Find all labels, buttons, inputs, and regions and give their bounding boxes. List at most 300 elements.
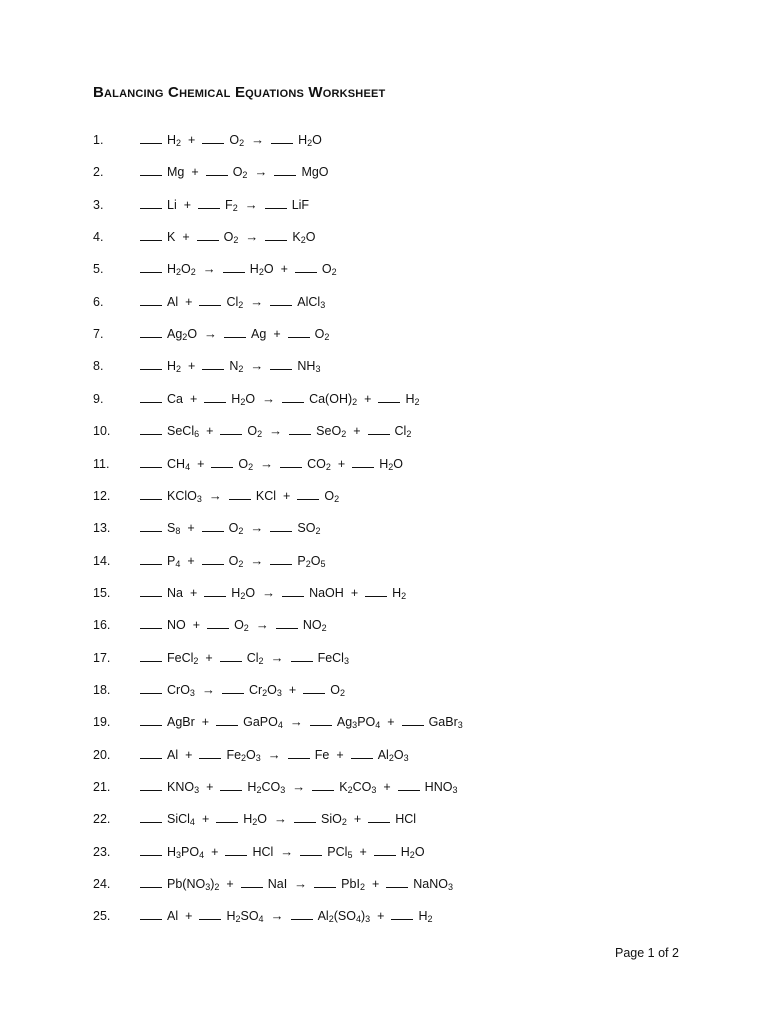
equation-row bbox=[0, 259, 768, 279]
chemical-equation bbox=[140, 486, 339, 506]
coefficient-blank[interactable] bbox=[295, 261, 317, 273]
problem-number: 23. bbox=[93, 844, 111, 859]
reactant-species: $H_2CO_3$ bbox=[247, 780, 286, 795]
reactant-species: Ca bbox=[167, 391, 183, 406]
coefficient-blank[interactable] bbox=[140, 423, 162, 435]
equation-row bbox=[0, 583, 768, 603]
coefficient-blank[interactable] bbox=[202, 520, 224, 532]
coefficient-blank[interactable] bbox=[220, 650, 242, 662]
coefficient-blank[interactable] bbox=[140, 747, 162, 759]
coefficient-blank[interactable] bbox=[197, 229, 219, 241]
product-species: $Cr_2O_3$ bbox=[248, 682, 282, 698]
plus-sign: + bbox=[364, 391, 372, 406]
problem-number: 21. bbox=[93, 780, 111, 794]
reactant-species: $Cl_2$ bbox=[246, 650, 264, 666]
product-species: $NH_3$ bbox=[297, 359, 321, 375]
arrow-icon: → bbox=[280, 843, 294, 859]
chemical-equation bbox=[140, 712, 463, 732]
plus-sign: + bbox=[383, 780, 391, 794]
coefficient-blank[interactable] bbox=[282, 391, 304, 403]
coefficient-blank[interactable] bbox=[140, 779, 162, 791]
coefficient-blank[interactable] bbox=[282, 585, 304, 597]
chemical-equation bbox=[140, 615, 327, 635]
product-species: $H_2$ bbox=[392, 585, 407, 601]
reactant-species: HCl bbox=[252, 844, 274, 859]
coefficient-blank[interactable] bbox=[140, 714, 162, 726]
product-species: $O_2$ bbox=[321, 262, 337, 278]
arrow-icon: → bbox=[270, 908, 284, 924]
coefficient-blank[interactable] bbox=[140, 617, 162, 629]
coefficient-blank[interactable] bbox=[140, 908, 162, 920]
reactant-species: $O_2$ bbox=[228, 521, 244, 537]
chemical-equation bbox=[140, 906, 433, 926]
chemical-equation bbox=[140, 130, 322, 150]
equation-row bbox=[0, 162, 768, 182]
arrow-icon: → bbox=[262, 584, 276, 600]
product-species: LiF bbox=[291, 197, 310, 212]
coefficient-blank[interactable] bbox=[276, 617, 298, 629]
coefficient-blank[interactable] bbox=[378, 391, 400, 403]
coefficient-blank[interactable] bbox=[291, 908, 313, 920]
chemical-equation bbox=[140, 389, 420, 409]
product-species: PCl$_5$ bbox=[327, 844, 353, 860]
arrow-icon: → bbox=[201, 681, 215, 697]
equation-row bbox=[0, 389, 768, 409]
arrow-icon: → bbox=[245, 229, 259, 245]
product-species: FeCl$_3$ bbox=[317, 650, 349, 666]
product-species: $Ag_3PO_4$ bbox=[336, 715, 381, 731]
coefficient-blank[interactable] bbox=[140, 326, 162, 338]
reactant-species: Mg bbox=[167, 165, 185, 180]
arrow-icon: → bbox=[208, 487, 222, 503]
arrow-icon: → bbox=[267, 746, 281, 762]
coefficient-blank[interactable] bbox=[199, 294, 221, 306]
product-species: MgO bbox=[301, 165, 329, 180]
coefficient-blank[interactable] bbox=[229, 488, 251, 500]
plus-sign: + bbox=[185, 747, 193, 762]
problem-number: 20. bbox=[93, 747, 111, 762]
problem-number: 24. bbox=[93, 877, 111, 892]
product-species: SiO$_2$ bbox=[321, 812, 347, 828]
arrow-icon: → bbox=[250, 552, 264, 568]
plus-sign: + bbox=[189, 585, 198, 600]
coefficient-blank[interactable] bbox=[288, 747, 310, 759]
coefficient-blank[interactable] bbox=[352, 456, 374, 468]
coefficient-blank[interactable] bbox=[216, 714, 238, 726]
problem-number: 18. bbox=[93, 682, 111, 697]
plus-sign: + bbox=[371, 877, 380, 892]
coefficient-blank[interactable] bbox=[386, 876, 408, 888]
reactant-species: $H_2SO_4$ bbox=[226, 909, 264, 925]
product-species: $Cl_2$ bbox=[394, 424, 412, 440]
coefficient-blank[interactable] bbox=[265, 197, 287, 209]
problem-number: 8. bbox=[93, 359, 104, 374]
coefficient-blank[interactable] bbox=[365, 585, 387, 597]
coefficient-blank[interactable] bbox=[300, 844, 322, 856]
problem-number: 13. bbox=[93, 521, 111, 536]
product-species: $H_2O$ bbox=[298, 133, 322, 148]
coefficient-blank[interactable] bbox=[199, 908, 221, 920]
coefficient-blank[interactable] bbox=[398, 779, 420, 791]
problem-number: 17. bbox=[93, 650, 111, 665]
product-species: $HNO_3$ bbox=[424, 780, 458, 795]
equation-row bbox=[0, 648, 768, 668]
product-species: $O_2$ bbox=[330, 682, 345, 698]
problem-number: 11. bbox=[93, 456, 110, 471]
reactant-species: SeCl$_6$ bbox=[167, 424, 200, 440]
coefficient-blank[interactable] bbox=[220, 779, 242, 791]
equation-row bbox=[0, 421, 768, 441]
product-species: $O_2$ bbox=[314, 327, 330, 343]
plus-sign: + bbox=[188, 359, 196, 374]
plus-sign: + bbox=[283, 488, 291, 503]
coefficient-blank[interactable] bbox=[204, 585, 226, 597]
reactant-species: $Ag_2O$ bbox=[167, 327, 198, 343]
problem-number: 25. bbox=[93, 909, 111, 924]
arrow-icon: → bbox=[250, 358, 264, 374]
plus-sign: + bbox=[359, 844, 367, 859]
product-species: $Al_2O_3$ bbox=[377, 747, 409, 763]
product-species: PbI$_2$ bbox=[341, 877, 365, 893]
chemical-equation bbox=[140, 777, 457, 797]
coefficient-blank[interactable] bbox=[202, 132, 224, 144]
product-species: $H_2O$ bbox=[379, 456, 403, 472]
reactant-species: $H_2$ bbox=[167, 359, 182, 375]
coefficient-blank[interactable] bbox=[202, 553, 224, 565]
chemical-equation bbox=[140, 421, 411, 441]
arrow-icon: → bbox=[254, 164, 268, 180]
reactant-species: $O_2$ bbox=[228, 553, 244, 569]
page-number: Page 1 of 2 bbox=[615, 946, 679, 960]
plus-sign: + bbox=[188, 133, 196, 147]
coefficient-blank[interactable] bbox=[140, 261, 162, 273]
arrow-icon: → bbox=[269, 423, 283, 439]
reactant-species: AgBr bbox=[167, 715, 195, 730]
coefficient-blank[interactable] bbox=[291, 650, 313, 662]
coefficient-blank[interactable] bbox=[140, 164, 162, 176]
coefficient-blank[interactable] bbox=[224, 326, 246, 338]
coefficient-blank[interactable] bbox=[140, 197, 162, 209]
reactant-species: KClO$_3$ bbox=[167, 488, 202, 504]
reactant-species: $O_2$ bbox=[238, 456, 254, 472]
chemical-equation bbox=[140, 195, 309, 215]
arrow-icon: → bbox=[292, 779, 306, 794]
arrow-icon: → bbox=[294, 876, 308, 892]
product-species: AlCl$_3$ bbox=[297, 294, 326, 310]
reactant-species: $KNO_3$ bbox=[167, 780, 200, 795]
coefficient-blank[interactable] bbox=[280, 456, 302, 468]
product-species: $NO_2$ bbox=[302, 618, 327, 634]
coefficient-blank[interactable] bbox=[140, 682, 162, 694]
plus-sign: + bbox=[189, 391, 198, 406]
coefficient-blank[interactable] bbox=[310, 714, 332, 726]
coefficient-blank[interactable] bbox=[199, 747, 221, 759]
product-species: $O_2$ bbox=[324, 488, 340, 504]
equation-row bbox=[0, 195, 768, 215]
plus-sign: + bbox=[201, 812, 210, 827]
coefficient-blank[interactable] bbox=[402, 714, 424, 726]
arrow-icon: → bbox=[250, 293, 264, 309]
coefficient-blank[interactable] bbox=[294, 811, 316, 823]
problem-number: 1. bbox=[93, 133, 104, 147]
product-species: Fe bbox=[314, 747, 330, 762]
problem-number: 15. bbox=[93, 585, 111, 600]
arrow-icon: → bbox=[251, 132, 265, 147]
coefficient-blank[interactable] bbox=[270, 358, 292, 370]
reactant-species: NaI bbox=[267, 877, 288, 892]
reactant-species: $Cl_2$ bbox=[226, 294, 244, 310]
plus-sign: + bbox=[288, 682, 297, 697]
coefficient-blank[interactable] bbox=[265, 229, 287, 241]
product-species: HCl bbox=[395, 812, 417, 827]
coefficient-blank[interactable] bbox=[288, 326, 310, 338]
reactant-species: NO bbox=[167, 618, 186, 633]
equation-row bbox=[0, 356, 768, 376]
reactant-species: Na bbox=[167, 585, 183, 600]
coefficient-blank[interactable] bbox=[271, 132, 293, 144]
reactant-species: Li bbox=[167, 197, 177, 212]
arrow-icon: → bbox=[202, 261, 216, 277]
reactant-species: $Pb(NO_3)_2$ bbox=[167, 877, 220, 893]
problem-number: 5. bbox=[93, 262, 104, 277]
equation-row bbox=[0, 486, 768, 506]
reactant-species: GaPO$_4$ bbox=[243, 715, 283, 731]
arrow-icon: → bbox=[262, 390, 276, 406]
reactant-species: Al bbox=[167, 747, 179, 762]
product-species: $CO_2$ bbox=[307, 456, 331, 472]
coefficient-blank[interactable] bbox=[368, 423, 390, 435]
equation-row bbox=[0, 680, 768, 700]
product-species: $Al_2(SO_4)_3$ bbox=[317, 909, 371, 925]
coefficient-blank[interactable] bbox=[270, 520, 292, 532]
reactant-species: $H_3PO_4$ bbox=[167, 844, 205, 860]
arrow-icon: → bbox=[270, 649, 284, 665]
chemical-equation bbox=[140, 259, 337, 279]
product-species: $K_2CO_3$ bbox=[339, 780, 377, 795]
plus-sign: + bbox=[182, 230, 190, 245]
coefficient-blank[interactable] bbox=[223, 261, 245, 273]
coefficient-blank[interactable] bbox=[140, 650, 162, 662]
reactant-species: $O_2$ bbox=[223, 230, 239, 246]
coefficient-blank[interactable] bbox=[140, 553, 162, 565]
coefficient-blank[interactable] bbox=[140, 132, 162, 144]
reactant-species: $P_4$ bbox=[167, 553, 181, 569]
product-species: $H_2O$ bbox=[249, 262, 274, 278]
plus-sign: + bbox=[350, 585, 359, 600]
equation-row bbox=[0, 615, 768, 635]
equation-row bbox=[0, 906, 768, 926]
equation-row bbox=[0, 809, 768, 829]
chemical-equation bbox=[140, 162, 329, 182]
problem-number: 10. bbox=[93, 424, 111, 439]
page-title: Balancing Chemical Equations Worksheet bbox=[93, 84, 386, 101]
plus-sign: + bbox=[192, 618, 201, 633]
coefficient-blank[interactable] bbox=[391, 908, 413, 920]
chemical-equation bbox=[140, 454, 403, 474]
chemical-equation bbox=[140, 551, 326, 571]
plus-sign: + bbox=[187, 521, 195, 536]
coefficient-blank[interactable] bbox=[140, 876, 162, 888]
coefficient-blank[interactable] bbox=[140, 585, 162, 597]
plus-sign: + bbox=[387, 715, 395, 730]
reactant-species: $F_2$ bbox=[225, 197, 238, 213]
equation-row bbox=[0, 454, 768, 474]
product-species: $H_2O$ bbox=[400, 844, 425, 860]
equation-row bbox=[0, 518, 768, 538]
plus-sign: + bbox=[353, 424, 361, 439]
equation-row bbox=[0, 842, 768, 862]
coefficient-blank[interactable] bbox=[374, 844, 396, 856]
chemical-equation bbox=[140, 745, 409, 765]
product-species: GaBr$_3$ bbox=[428, 715, 463, 731]
equation-row bbox=[0, 227, 768, 247]
coefficient-blank[interactable] bbox=[211, 456, 233, 468]
chemical-equation bbox=[140, 874, 453, 894]
coefficient-blank[interactable] bbox=[140, 391, 162, 403]
problem-number: 16. bbox=[93, 618, 111, 633]
chemical-equation bbox=[140, 809, 416, 829]
reactant-species: $S_8$ bbox=[167, 521, 181, 537]
problem-number: 6. bbox=[93, 294, 104, 309]
coefficient-blank[interactable] bbox=[140, 520, 162, 532]
reactant-species: $H_2$ bbox=[167, 133, 182, 148]
reactant-species: $H_2O_2$ bbox=[167, 262, 196, 278]
coefficient-blank[interactable] bbox=[140, 811, 162, 823]
reactant-species: K bbox=[167, 230, 176, 245]
product-species: $H_2$ bbox=[405, 391, 420, 407]
reactant-species: $Fe_2O_3$ bbox=[226, 747, 261, 763]
coefficient-blank[interactable] bbox=[289, 423, 311, 435]
plus-sign: + bbox=[197, 456, 205, 471]
problem-number: 19. bbox=[93, 715, 111, 730]
equation-row bbox=[0, 745, 768, 765]
plus-sign: + bbox=[185, 909, 193, 924]
coefficient-blank[interactable] bbox=[270, 294, 292, 306]
reactant-species: Al bbox=[167, 909, 179, 924]
chemical-equation bbox=[140, 583, 406, 603]
chemical-equation bbox=[140, 842, 425, 862]
reactant-species: $CH_4$ bbox=[167, 456, 191, 472]
reactant-species: Al bbox=[167, 294, 179, 309]
coefficient-blank[interactable] bbox=[198, 197, 220, 209]
equation-row bbox=[0, 551, 768, 571]
coefficient-blank[interactable] bbox=[204, 391, 226, 403]
coefficient-blank[interactable] bbox=[274, 164, 296, 176]
reactant-species: $O_2$ bbox=[229, 133, 245, 148]
chemical-equation bbox=[140, 680, 345, 700]
coefficient-blank[interactable] bbox=[225, 844, 247, 856]
product-species: $K_2O$ bbox=[292, 230, 316, 246]
coefficient-blank[interactable] bbox=[140, 488, 162, 500]
reactant-species: $H_2O$ bbox=[231, 391, 256, 407]
product-species: $P_2O_5$ bbox=[297, 553, 326, 569]
plus-sign: + bbox=[206, 780, 214, 794]
plus-sign: + bbox=[353, 812, 362, 827]
arrow-icon: → bbox=[255, 617, 269, 633]
plus-sign: + bbox=[337, 456, 346, 471]
plus-sign: + bbox=[183, 197, 192, 212]
equation-row bbox=[0, 777, 768, 797]
reactant-species: SiCl$_4$ bbox=[167, 812, 195, 828]
problem-number: 14. bbox=[93, 553, 111, 568]
problem-number: 9. bbox=[93, 391, 104, 406]
reactant-species: $O_2$ bbox=[234, 618, 249, 634]
problem-number: 2. bbox=[93, 165, 104, 180]
product-species: NaNO$_3$ bbox=[413, 877, 454, 893]
problem-number: 12. bbox=[93, 488, 111, 503]
coefficient-blank[interactable] bbox=[140, 456, 162, 468]
problem-number: 3. bbox=[93, 197, 104, 212]
product-species: KCl bbox=[255, 488, 277, 503]
problem-number: 7. bbox=[93, 327, 104, 342]
plus-sign: + bbox=[191, 165, 199, 180]
coefficient-blank[interactable] bbox=[140, 294, 162, 306]
arrow-icon: → bbox=[260, 455, 274, 471]
coefficient-blank[interactable] bbox=[312, 779, 334, 791]
coefficient-blank[interactable] bbox=[270, 553, 292, 565]
coefficient-blank[interactable] bbox=[216, 811, 238, 823]
reactant-species: $H_2O$ bbox=[231, 585, 256, 601]
coefficient-blank[interactable] bbox=[297, 488, 319, 500]
coefficient-blank[interactable] bbox=[206, 164, 228, 176]
plus-sign: + bbox=[226, 877, 234, 892]
coefficient-blank[interactable] bbox=[140, 844, 162, 856]
chemical-equation bbox=[140, 518, 321, 538]
coefficient-blank[interactable] bbox=[241, 876, 263, 888]
plus-sign: + bbox=[280, 262, 288, 277]
arrow-icon: → bbox=[250, 520, 264, 536]
coefficient-blank[interactable] bbox=[351, 747, 373, 759]
equation-row bbox=[0, 874, 768, 894]
coefficient-blank[interactable] bbox=[140, 358, 162, 370]
arrow-icon: → bbox=[204, 326, 218, 342]
equation-row bbox=[0, 130, 768, 150]
plus-sign: + bbox=[185, 294, 193, 309]
product-species: $Ca(OH)_2$ bbox=[309, 391, 358, 407]
product-species: $SO_2$ bbox=[297, 521, 321, 537]
plus-sign: + bbox=[201, 715, 210, 730]
coefficient-blank[interactable] bbox=[207, 617, 229, 629]
chemical-equation bbox=[140, 324, 329, 344]
coefficient-blank[interactable] bbox=[140, 229, 162, 241]
reactant-species: FeCl$_2$ bbox=[167, 650, 199, 666]
arrow-icon: → bbox=[289, 714, 303, 730]
plus-sign: + bbox=[205, 650, 213, 665]
arrow-icon: → bbox=[274, 811, 288, 827]
product-species: Ag bbox=[251, 327, 267, 342]
coefficient-blank[interactable] bbox=[303, 682, 325, 694]
plus-sign: + bbox=[273, 327, 281, 342]
product-species: NaOH bbox=[309, 585, 344, 600]
equation-row bbox=[0, 712, 768, 732]
reactant-species: $N_2$ bbox=[229, 359, 244, 375]
plus-sign: + bbox=[336, 747, 344, 762]
coefficient-blank[interactable] bbox=[202, 358, 224, 370]
coefficient-blank[interactable] bbox=[222, 682, 244, 694]
coefficient-blank[interactable] bbox=[368, 811, 390, 823]
product-species: SeO$_2$ bbox=[316, 424, 347, 440]
plus-sign: + bbox=[211, 844, 219, 859]
reactant-species: $H_2O$ bbox=[243, 812, 268, 828]
plus-sign: + bbox=[377, 909, 385, 924]
reactant-species: $O_2$ bbox=[247, 424, 263, 440]
coefficient-blank[interactable] bbox=[220, 423, 242, 435]
chemical-equation bbox=[140, 648, 349, 668]
coefficient-blank[interactable] bbox=[314, 876, 336, 888]
plus-sign: + bbox=[187, 553, 195, 568]
product-species: $H_2$ bbox=[418, 909, 433, 925]
equation-row bbox=[0, 324, 768, 344]
